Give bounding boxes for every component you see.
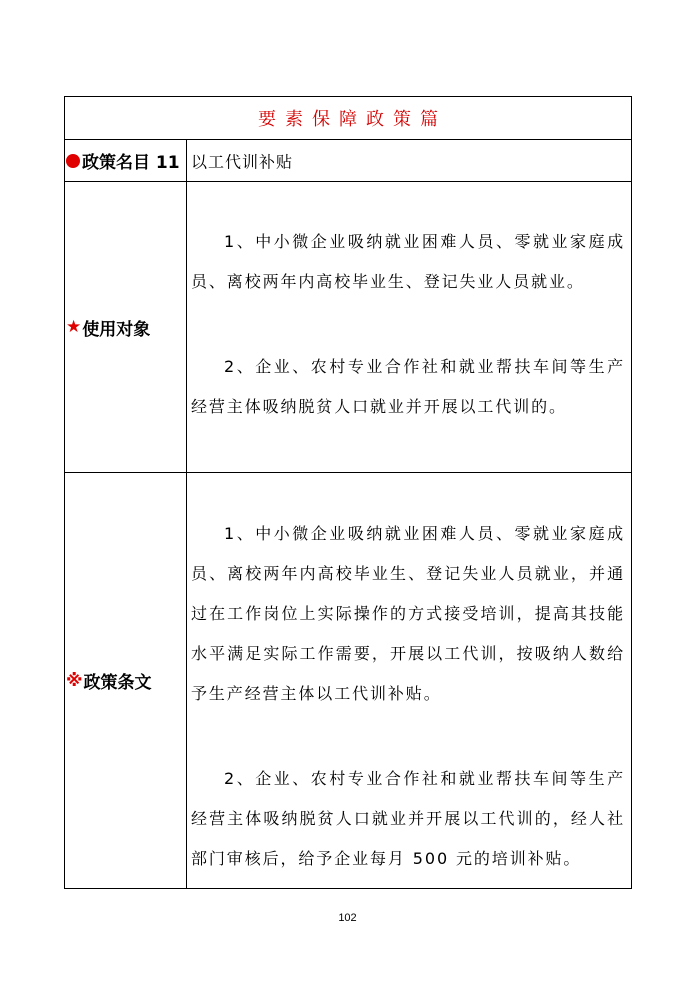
target-label-text: 使用对象 bbox=[82, 319, 151, 340]
policy-name-value: 以工代训补贴 bbox=[191, 152, 294, 171]
terms-row bbox=[65, 473, 631, 888]
table-title-row bbox=[65, 97, 631, 140]
terms-label bbox=[66, 668, 152, 693]
policy-name-label-text: 政策名目 11 bbox=[82, 153, 180, 173]
terms-content-cell bbox=[187, 473, 631, 888]
target-row bbox=[65, 182, 631, 473]
target-content-cell bbox=[187, 182, 631, 472]
target-paragraph-2: 2、企业、农村专业合作社和就业帮扶车间等生产经营主体吸纳脱贫人口就业并开展以工代训的。 bbox=[191, 357, 625, 416]
policy-name-label bbox=[66, 148, 180, 173]
target-label bbox=[66, 315, 150, 340]
page-number: 102 bbox=[338, 912, 357, 924]
policy-name-label-cell bbox=[65, 140, 187, 181]
red-dot-icon bbox=[66, 154, 80, 168]
terms-label-text: 政策条文 bbox=[83, 673, 152, 693]
terms-paragraph-1: 1、中小微企业吸纳就业困难人员、零就业家庭成员、离校两年内高校毕业生、登记失业人员就业，并通过在工作岗位上实际操作的方式接受培训，提高其技能水平满足实际工作需要，开展以工代训，按吸纳人数给予生产经营主体以工代训补贴。 bbox=[191, 524, 625, 703]
red-star-icon: ★ bbox=[66, 317, 82, 337]
target-label-cell bbox=[65, 182, 187, 472]
reference-mark-icon: ※ bbox=[66, 670, 83, 691]
section-title: 要素保障政策篇 bbox=[258, 109, 447, 130]
terms-paragraph-2: 2、企业、农村专业合作社和就业帮扶车间等生产经营主体吸纳脱贫人口就业并开展以工代训的，经人社部门审核后，给予企业每月 500 元的培训补贴。 bbox=[191, 769, 625, 868]
target-paragraph-1: 1、中小微企业吸纳就业困难人员、零就业家庭成员、离校两年内高校毕业生、登记失业人员就业。 bbox=[191, 232, 625, 291]
terms-label-cell bbox=[65, 473, 187, 888]
policy-name-value-cell bbox=[187, 140, 631, 181]
policy-table bbox=[64, 96, 632, 889]
policy-name-row bbox=[65, 140, 631, 182]
